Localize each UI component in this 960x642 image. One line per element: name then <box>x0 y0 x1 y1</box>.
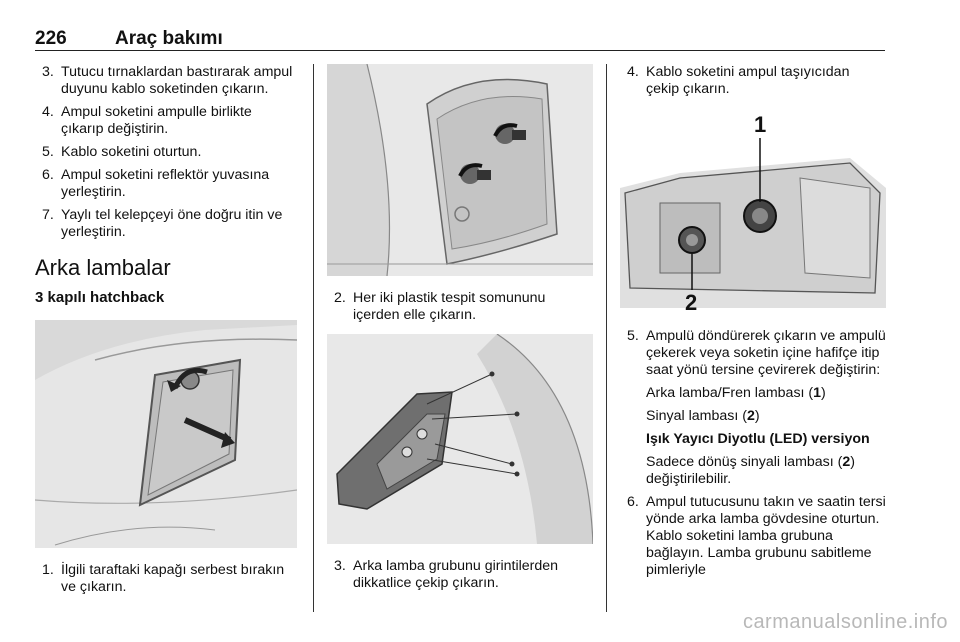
watermark: carmanualsonline.info <box>742 611 948 633</box>
led-version-text: Sadece dönüş sinyali lambası (2) değiştirilebilir. <box>646 454 855 487</box>
column-2 <box>327 64 593 598</box>
step-3b: 3. Arka lamba grubunu girintilerden dikkatlice çekip çıkarın. <box>334 558 559 591</box>
column-divider <box>313 64 314 612</box>
item-tail-brake-lamp: Arka lamba/Fren lambası (1) <box>646 385 826 401</box>
bulb-socket-illustration <box>620 108 886 318</box>
bulb-socket-figure <box>620 108 886 318</box>
item-turn-signal: Sinyal lambası (2) <box>646 408 760 424</box>
step-7: 7. Yaylı tel kelepçeyi öne doğru itin ve yerleştirin. <box>42 207 283 240</box>
column-1 <box>35 64 297 602</box>
step-6: 6. Ampul soketini reflektör yuvasına yerleştirin. <box>42 167 270 200</box>
page-number: 226 <box>35 28 67 49</box>
cover-panel-illustration <box>35 320 297 548</box>
step-2: 2. Her iki plastik tespit somununu içerden elle çıkarın. <box>334 290 546 323</box>
figure-label-2: 2 <box>685 290 698 315</box>
led-version-heading: Işık Yayıcı Diyotlu (LED) versiyon <box>646 431 870 447</box>
step-3: 3. Tutucu tırnaklardan bastırarak ampul duyunu kablo soketinden çıkarın. <box>42 64 293 97</box>
lamp-removal-illustration <box>327 334 593 544</box>
step-4: 4. Ampul soketini ampulle birlikte çıkarıp değiştirin. <box>42 104 252 137</box>
step-5: 5. Ampulü döndürerek çıkarın ve ampulü çekerek veya soketin içine hafifçe itip saat yönü tersine çevirerek değiştirin: <box>627 328 886 378</box>
step-4b: 4. Kablo soketini ampul taşıyıcıdan çekip çıkarın. <box>627 64 850 97</box>
step-6b: 6. Ampul tutucusunu takın ve saatin tersi yönde arka lamba gövdesine oturtun. Kablo soketini lamba grubuna bağlayın. Lamba grubunu sabitleme pimleriyle <box>627 494 886 578</box>
page-header <box>35 28 885 51</box>
step-1: 1. İlgili taraftaki kapağı serbest bırakın ve çıkarın. <box>42 562 285 595</box>
section-heading: Arka lambalar <box>35 255 171 280</box>
trunk-interior-illustration <box>327 64 593 276</box>
section-title: Araç bakımı <box>115 28 223 49</box>
subsection-heading: 3 kapılı hatchback <box>35 289 165 306</box>
column-divider <box>606 64 607 612</box>
figure-label-1: 1 <box>754 112 767 137</box>
column-3 <box>620 64 886 585</box>
step-5: 5. Kablo soketini oturtun. <box>42 144 202 160</box>
